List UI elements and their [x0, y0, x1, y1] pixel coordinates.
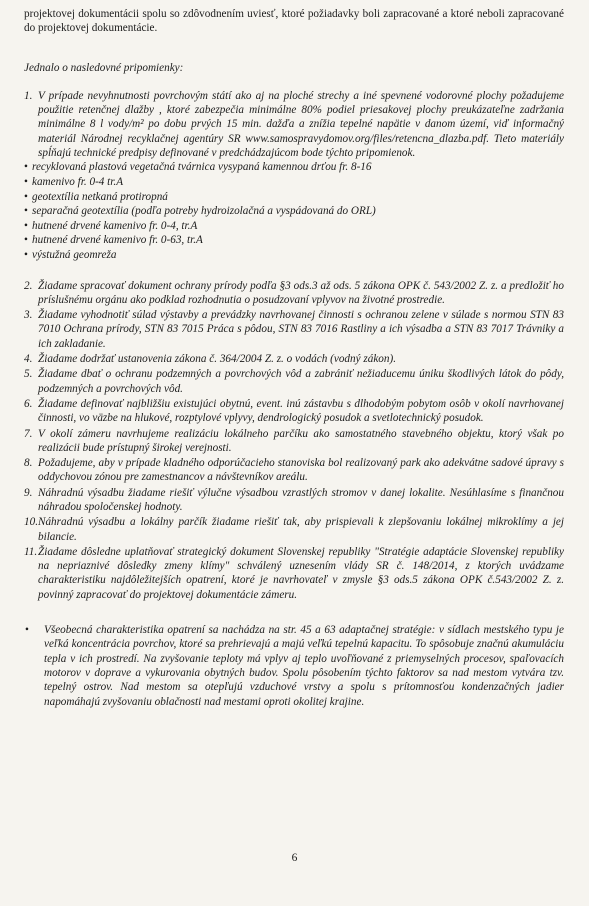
list-item-10	[24, 515, 564, 544]
item-text: V okolí zámeru navrhujeme realizáciu lokálneho parčíku ako samostatného stavebného objektu, ktorý však po realizácii bude prístupný širokej verejnosti.	[38, 427, 564, 454]
list-item-9	[24, 486, 564, 515]
bullet-dot-icon: •	[24, 175, 28, 188]
list-item-7	[24, 427, 564, 456]
section-heading: Jednalo o nasledovné pripomienky:	[24, 61, 184, 74]
item-text: Žiadame dbať o ochranu podzemných a povrchových vôd a zabrániť nežiaducemu úniku škodlivých látok do pôdy, podzemných a povrchových vôd.	[38, 368, 564, 395]
item-number: 7.	[24, 427, 33, 440]
item-number: 6.	[24, 397, 33, 410]
material-bullet-list	[24, 160, 564, 262]
item-number: 5.	[24, 368, 33, 381]
intro-paragraph: projektovej dokumentácii spolu so zdôvodnením uviesť, ktoré požiadavky boli zapracované a ktoré neboli zapracované do projektovej dokumentácie.	[24, 8, 564, 35]
item-text: Náhradnú výsadbu a lokálny parčík žiadame riešiť tak, aby prispievali k zlepšovaniu lokálnej mikroklímy a jej bilancie.	[38, 516, 564, 543]
bullet-item: • recyklovaná plastová vegetačná tvárnica vysypaná kamennou drťou fr. 8-16	[24, 161, 372, 174]
list-item-11	[24, 545, 564, 602]
item-text: Požadujeme, aby v prípade kladného odporúčacieho stanoviska bol realizovaný park ako adekvátne sadové úpravy s oddychovou zónou pre zamestnancov a návštevníkov areálu.	[38, 457, 564, 484]
bullet-dot-icon: •	[24, 190, 28, 203]
item-number: 9.	[24, 486, 33, 499]
item-number: 2.	[24, 279, 33, 292]
list-item-3	[24, 308, 564, 351]
bullet-item: • kamenivo fr. 0-4 tr.A	[24, 175, 124, 188]
list-item-6	[24, 397, 564, 426]
bullet-item: • geotextília netkaná protiropná	[24, 190, 168, 203]
bullet-item: • hutnené drvené kamenivo fr. 0-63, tr.A	[24, 234, 203, 247]
bullet-dot-icon: •	[24, 248, 28, 261]
list-item-4	[24, 352, 564, 366]
list-item-1	[24, 89, 564, 160]
item-text: Žiadame dodržať ustanovenia zákona č. 364/2004 Z. z. o vodách (vodný zákon).	[38, 353, 396, 366]
item-number: 4.	[24, 353, 33, 366]
item-number: 3.	[24, 309, 33, 322]
bullet-dot-icon: •	[24, 234, 28, 247]
item-text: Žiadame spracovať dokument ochrany prírody podľa §3 ods.3 až ods. 5 zákona OPK č. 543/2002 Z. z. a predložiť ho príslušnému orgánu ako podklad rozhodnutia o posudzovaní vplyvov na životné prostredie.	[38, 279, 564, 306]
item-number: 1.	[24, 89, 33, 102]
list-item-2	[24, 279, 564, 308]
bullet-item: • hutnené drvené kamenivo fr. 0-4, tr.A	[24, 219, 198, 232]
item-text: Náhradnú výsadbu žiadame riešiť výlučne výsadbou vzrastlých stromov v danej lokalite. Nesúhlasíme s finančnou náhradou spoločenskej hodnoty.	[38, 486, 564, 513]
list-item-5	[24, 367, 564, 396]
strategy-text: Všeobecná charakteristika opatrení sa nachádza na str. 45 a 63 adaptačnej stratégie: v sídlach mestského typu je veľká koncentrácia povrchov, ktoré sa prehrievajú a majú veľkú tepelnú kapacitu. To spôsobuje značnú akumuláciu tepla v ich prostredí. Na zvyšovanie teploty má vplyv aj teplo uvoľňované z priemyselných procesov, spaľovacích motorov v doprave a vykurovania obytných budov. Spolu pôsobením týchto faktorov sa nad mestom vytvára tzv. tepelný ostrov. Nad mestom sa otepľujú vzduchové vrstvy a spolu s prítomnosťou kondenzačných jadier napomáhajú zvyšovaniu oblačnosti nad mestami oproti okolitej krajine.	[44, 624, 564, 708]
bullet-dot-icon: •	[25, 624, 29, 637]
list-item-8	[24, 456, 564, 485]
bullet-item: • výstužná geomreža	[24, 248, 117, 261]
page-content	[24, 7, 564, 709]
page-number: 6	[291, 852, 298, 864]
bullet-item: • separačná geotextília (podľa potreby hydroizolačná a vyspádovaná do ORL)	[24, 205, 376, 218]
bullet-dot-icon: •	[24, 205, 28, 218]
strategy-bullet-paragraph	[24, 623, 564, 709]
item-number: 8.	[24, 457, 33, 470]
item-number: 10.	[24, 516, 38, 529]
item-text: Žiadame definovať najbližšiu existujúci obytnú, event. inú zástavbu s dlhodobým pobytom osôb v okolí navrhovanej činnosti, vo väzbe na hlukové, rozptylové vplyvy, dendrologický posudok a svetlotechnický posudok.	[38, 397, 564, 425]
item-text: Žiadame dôsledne uplatňovať strategický dokument Slovenskej republiky "Stratégie adaptácie Slovenskej republiky na nepriaznivé dôsledky zmeny klímy" schválený uznesením vlády SR č. 148/2014, z ktorých uvádzame charakteristiku najdôležitejších opatrení, ktoré je navrhovateľ v zmysle §3 ods.5 zákona OPK č.543/2002 Z. z. povinný zapracovať do projektovej dokumentácie zámeru.	[38, 545, 564, 601]
bullet-dot-icon: •	[24, 219, 28, 232]
bullet-dot-icon: •	[24, 161, 28, 174]
item-number: 11.	[24, 545, 38, 558]
item-text: V prípade nevyhnutnosti povrchovým státí ako aj na ploché strechy a iné spevnené vodorovné plochy požadujeme použitie retenčnej dlažby , ktoré zabezpečia minimálne 80% podiel priesakovej plochy preukázateľne zadržania minimálne 8 l vody/m² po dobu prvých 15 min. dažďa a znížia tepelné napätie v danom území, viď informačný materiál Národnej recyklačnej agentúry SR www.samospravydomov.org/files/retencna_dlazba.pdf. Tieto materiály spĺňajú technické predpisy definované v predchádzajúcom bode týchto pripomienok.	[38, 89, 564, 160]
item-text: Žiadame vyhodnotiť súlad výstavby a prevádzky navrhovanej činnosti s ochranou zelene v súlade s normou STN 83 7010 Ochrana prírody, STN 83 7015 Práca s pôdou, STN 83 7016 Rastliny a ich výsadba a STN 83 7017 Trávniky a ich zakladanie.	[38, 309, 564, 350]
